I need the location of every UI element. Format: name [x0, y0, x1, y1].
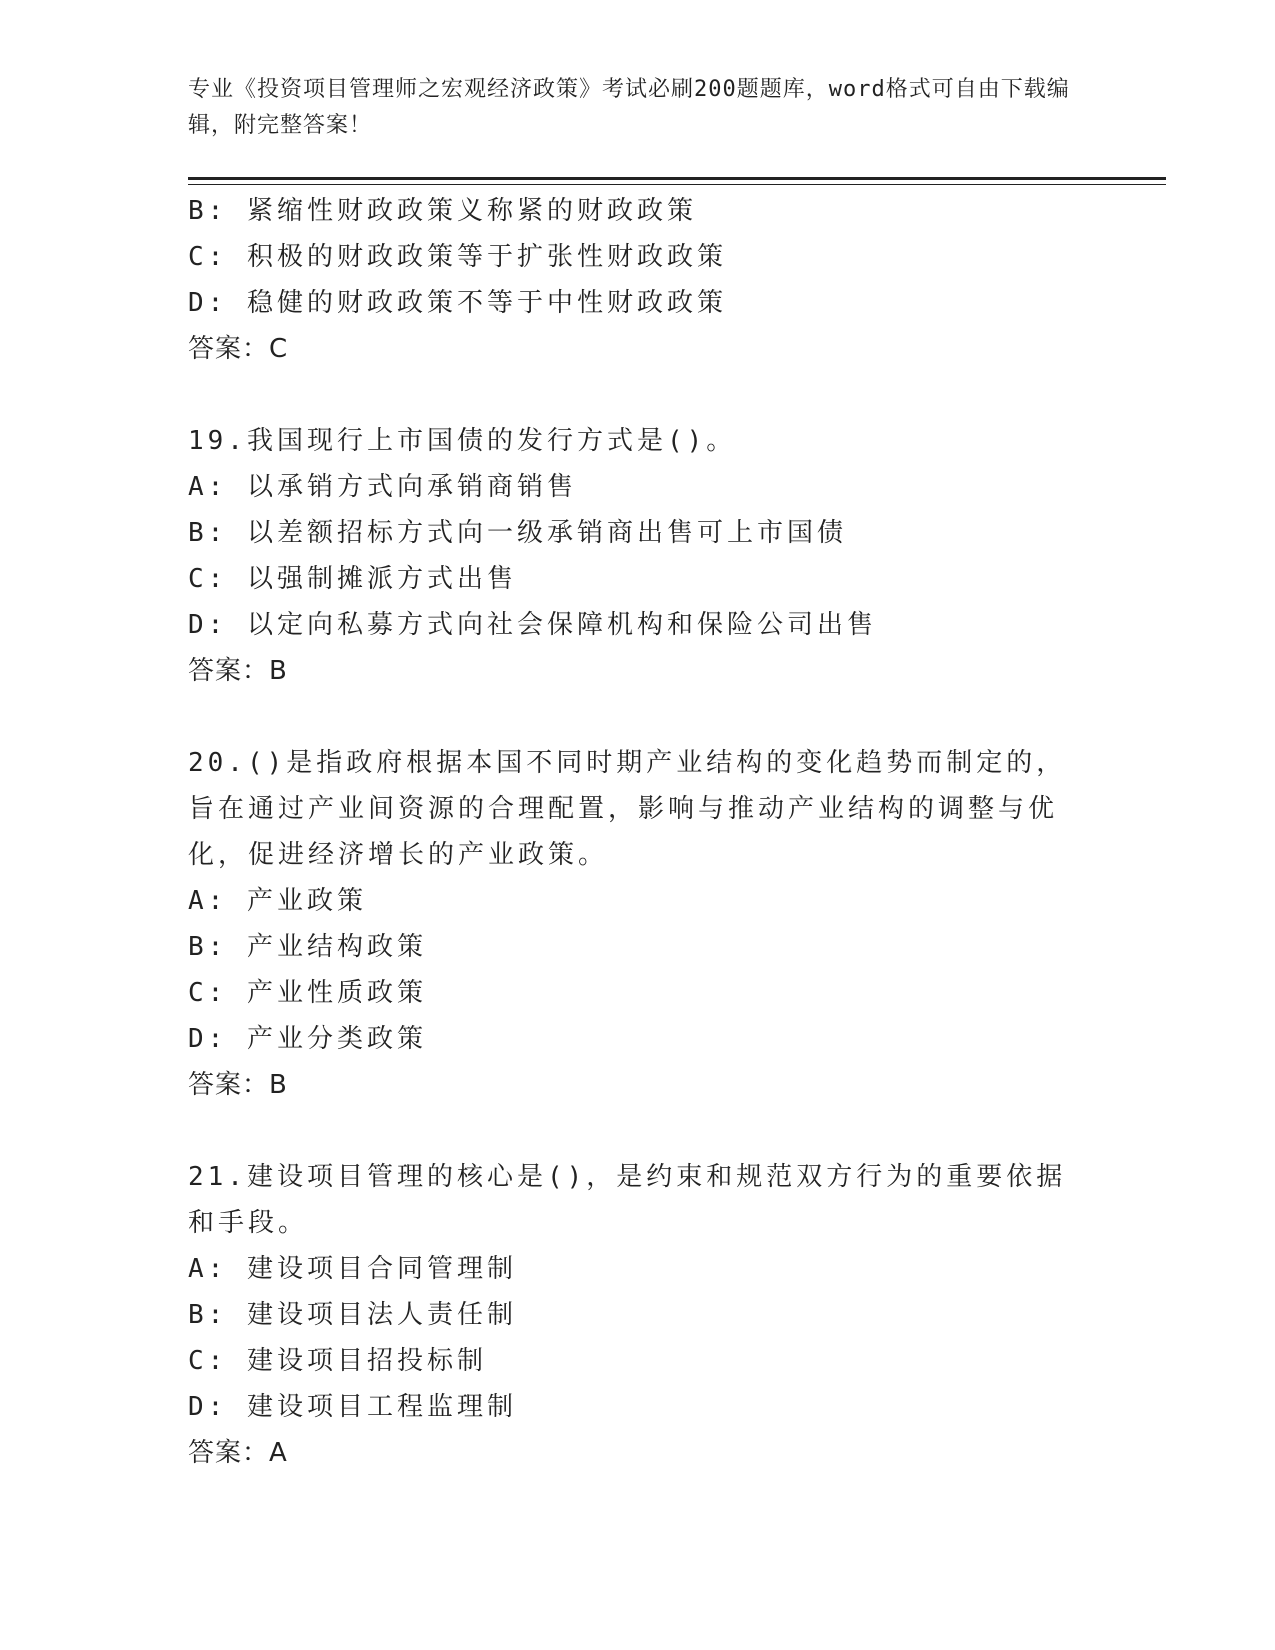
answer: 答案：B: [188, 1070, 288, 1100]
document-header: [188, 72, 1088, 144]
option-d: D: 以定向私募方式向社会保障机构和保险公司出售: [188, 610, 877, 640]
option-b: B: 建设项目法人责任制: [188, 1300, 517, 1330]
option-c: C: 积极的财政政策等于扩张性财政政策: [188, 242, 727, 272]
option-c: C: 以强制摊派方式出售: [188, 564, 517, 594]
option-a: A: 产业政策: [188, 886, 367, 916]
question-list: [188, 188, 1088, 1476]
question-stem: 21.建设项目管理的核心是()，是约束和规范双方行为的重要依据和手段。: [188, 1162, 1067, 1238]
answer: 答案：B: [188, 656, 288, 686]
option-a: A: 建设项目合同管理制: [188, 1254, 517, 1284]
answer: 答案：A: [188, 1438, 288, 1468]
header-divider-thick: [188, 177, 1166, 180]
question-19: [188, 418, 1088, 694]
question-18-continued: [188, 188, 1088, 372]
option-c: C: 产业性质政策: [188, 978, 427, 1008]
option-d: D: 产业分类政策: [188, 1024, 427, 1054]
option-a: A: 以承销方式向承销商销售: [188, 472, 577, 502]
option-b: B: 产业结构政策: [188, 932, 427, 962]
question-20: [188, 740, 1088, 1108]
answer: 答案：C: [188, 334, 289, 364]
question-stem: 20.()是指政府根据本国不同时期产业结构的变化趋势而制定的，旨在通过产业间资源的合理配置，影响与推动产业结构的调整与优化，促进经济增长的产业政策。: [188, 748, 1067, 870]
option-b: B: 紧缩性财政政策义称紧的财政政策: [188, 196, 697, 226]
option-c: C: 建设项目招投标制: [188, 1346, 487, 1376]
question-21: [188, 1154, 1088, 1476]
option-d: D: 稳健的财政政策不等于中性财政政策: [188, 288, 727, 318]
header-text: 专业《投资项目管理师之宏观经济政策》考试必刷200题题库，word格式可自由下载编辑，附完整答案！: [188, 77, 1070, 138]
header-divider-thin: [188, 184, 1166, 185]
option-d: D: 建设项目工程监理制: [188, 1392, 517, 1422]
question-stem: 19.我国现行上市国债的发行方式是()。: [188, 426, 737, 456]
option-b: B: 以差额招标方式向一级承销商出售可上市国债: [188, 518, 847, 548]
